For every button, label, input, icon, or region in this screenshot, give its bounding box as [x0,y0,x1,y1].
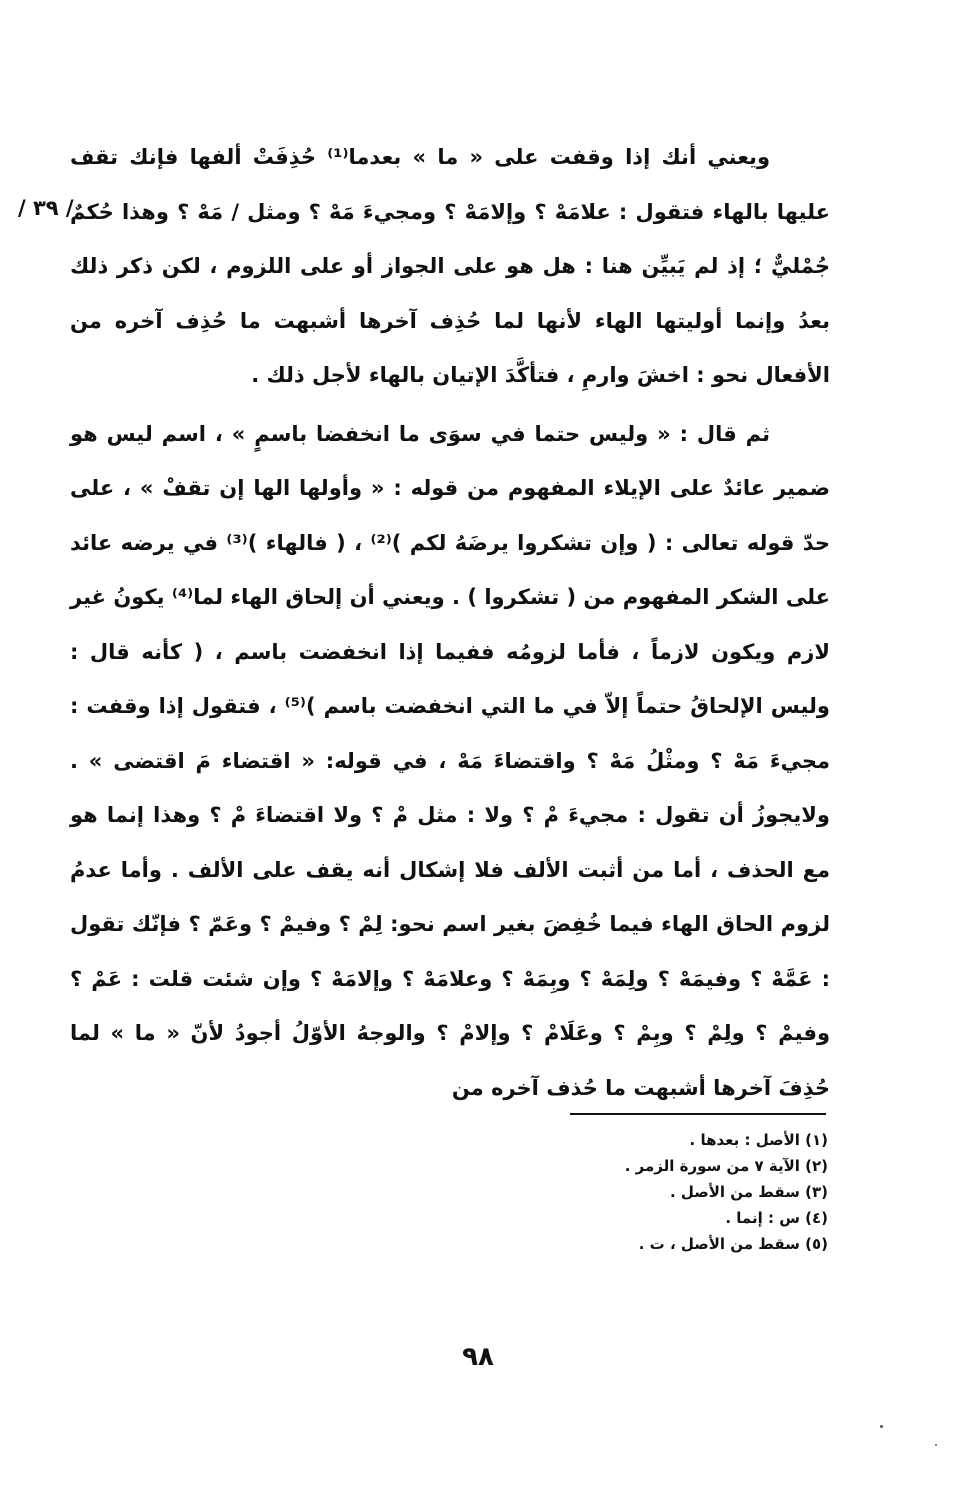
scan-speck [935,1444,937,1446]
footnote: (٤) س : إنما . [725,1209,828,1227]
main-text [70,130,830,1115]
paragraph: ويعني أنك إذا وقفت على « ما » بعدما⁽¹⁾ حُذِفَتْ ألفها فإنك تقف عليها بالهاء فتقول : علامَهْ ؟ وإلامَهْ ؟ ومجيءَ مَهْ ؟ ومثل / مَهْ ؟ وهذا حُكمٌ جُمْليٌّ ؛ إذ لم يَبيِّن هنا : هل هو على الجواز أو على اللزوم ، لكن ذكر ذلك بعدُ وإنما أوليتها الهاء لأنها لما حُذِف آخرها أشبهت ما حُذِف آخره من الأفعال نحو : اخشَ وارمِ ، فتأكَّدَ الإتيان بالهاء لأجل ذلك . [70,145,830,387]
paragraph: ثم قال : « وليس حتما في سوَى ما انخفضا باسمٍ » ، اسم ليس هو ضمير عائدٌ على الإيلاء المفهوم من قوله : « وأولها الها إن تقفْ » ، على حدّ قوله تعالى : ( وإن تشكروا يرضَهُ لكم )⁽²⁾ ، ( فالهاء )⁽³⁾ في يرضه عائد على الشكر المفهوم من ( تشكروا ) . ويعني أن إلحاق الهاء لما⁽⁴⁾ يكونُ غير لازم ويكون لازماً ، فأما لزومُه ففيما إذا انخفضت باسم ، ( كأنه قال : وليس الإلحاقُ حتماً إلاّ في ما التي انخفضت باسم )⁽⁵⁾ ، فتقول إذا وقفت : مجيءَ مَهْ ؟ ومثْلُ مَهْ ؟ واقتضاءَ مَهْ ، في قوله: « اقتضاء مَ اقتضى » . ولايجوزُ أن تقول : مجيءَ مْ ؟ ولا : مثل مْ ؟ ولا اقتضاءَ مْ ؟ وهذا إنما هو مع الحذف ، أما من أثبت الألف فلا إشكال أنه يقف على الألف . وأما عدمُ لزوم الحاق الهاء فيما خُفِضَ بغير اسم نحو: لِمْ ؟ وفيمْ ؟ وعَمّ ؟ فإنّك تقول : عَمَّهْ ؟ وفيمَهْ ؟ ولِمَهْ ؟ وبِمَهْ ؟ وعلامَهْ ؟ وإلامَهْ ؟ وإن شئت قلت : عَمْ ؟ وفيمْ ؟ ولِمْ ؟ وبِمْ ؟ وعَلَامْ ؟ وإلامْ ؟ والوجهُ الأوّلُ أجودُ لأنّ « ما » لما حُذِفَ آخرها أشبهت ما حُذف آخره من [70,421,831,1100]
footnote: (٣) سقط من الأصل . [669,1183,828,1201]
scan-speck [880,1425,883,1428]
footnote-divider [570,1113,826,1115]
footnote: (٥) سقط من الأصل ، ت . [638,1235,828,1253]
footnotes [408,1127,828,1257]
footnote: (١) الأصل : بعدها . [689,1131,828,1149]
page-number: ٩٨ [462,1342,494,1372]
margin-folio-note: / ٣٩ / [18,196,74,220]
footnote: (٢) الآية ٧ من سورة الزمر . [624,1157,828,1175]
